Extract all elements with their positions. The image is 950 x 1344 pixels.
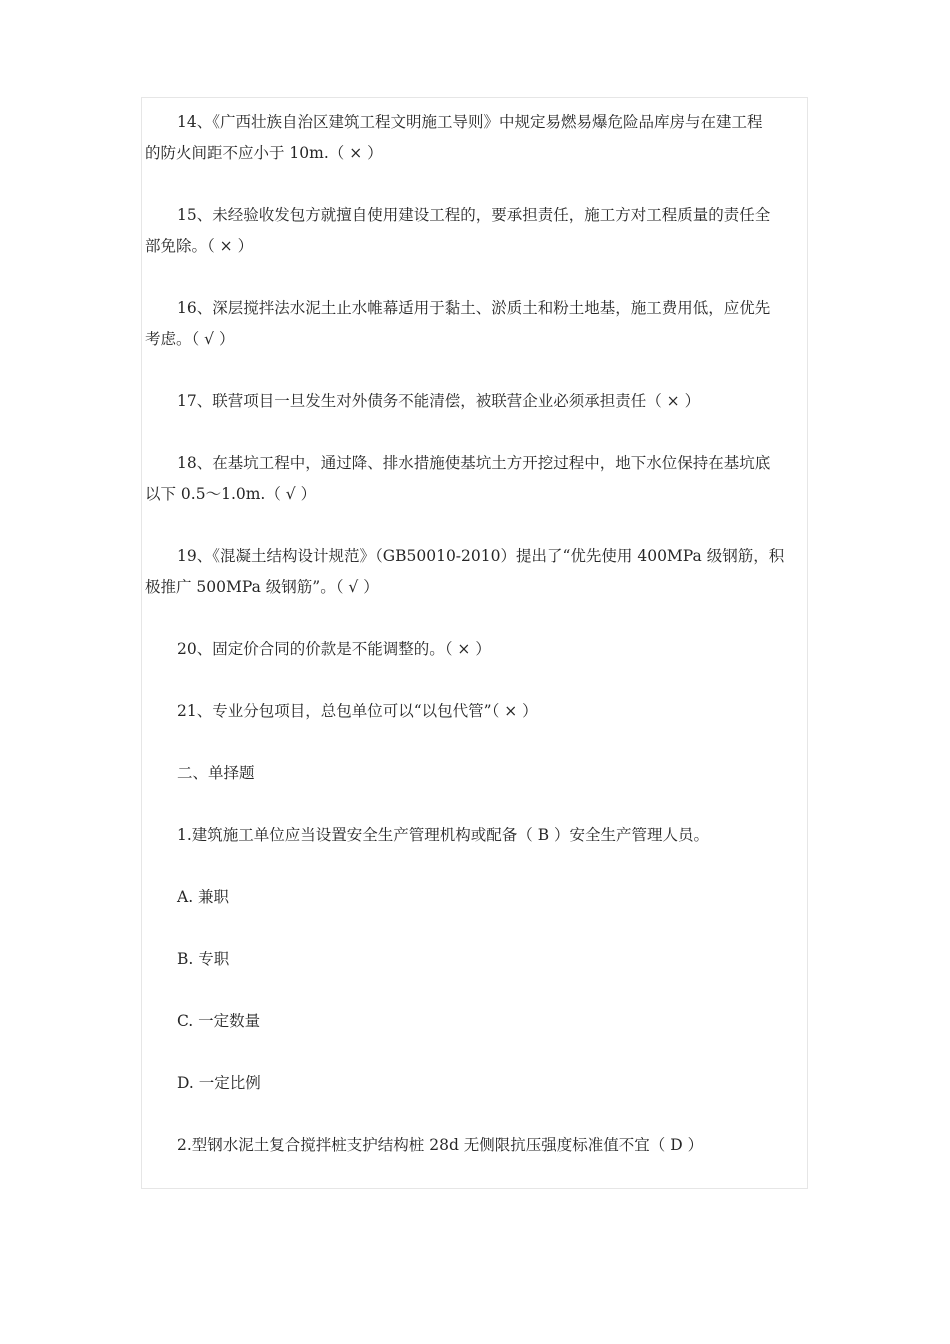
question-15 <box>145 200 813 262</box>
section-heading-block <box>145 758 813 789</box>
mc-question-2 <box>145 1130 813 1161</box>
question-21 <box>145 696 813 727</box>
question-16-line-1: 16、深层搅拌法水泥土止水帷幕适用于黏土、淤质土和粉土地基，施工费用低，应优先 <box>177 299 771 317</box>
mc-question-1-option-d <box>145 1068 813 1099</box>
question-16-line-2: 考虑。（ √ ） <box>145 330 235 348</box>
question-18-line-1: 18、在基坑工程中，通过降、排水措施使基坑土方开挖过程中，地下水位保持在基坑底 <box>177 454 771 472</box>
mc-question-2-stem: 2.型钢水泥土复合搅拌桩支护结构桩 28d 无侧限抗压强度标准值不宜（ D ） <box>177 1136 704 1154</box>
question-20 <box>145 634 813 665</box>
mc-question-1-option-b <box>145 944 813 975</box>
document-content <box>145 107 813 1192</box>
mc-question-1-option-a <box>145 882 813 913</box>
question-15-line-2: 部免除。（ × ） <box>145 237 254 255</box>
option-c: C. 一定数量 <box>177 1012 261 1030</box>
question-19 <box>145 541 813 603</box>
question-19-line-1: 19、《混凝土结构设计规范》（GB50010-2010）提出了“优先使用 400MPa 级钢筋，积 <box>177 547 785 565</box>
question-20-line-1: 20、固定价合同的价款是不能调整的。（ × ） <box>177 640 491 658</box>
question-19-line-2: 极推广 500MPa 级钢筋”。（ √ ） <box>145 578 379 596</box>
question-14-line-2: 的防火间距不应小于 10m.（ × ） <box>145 144 383 162</box>
question-18-line-2: 以下 0.5～1.0m.（ √ ） <box>145 485 317 503</box>
question-21-line-1: 21、专业分包项目，总包单位可以“以包代管”（ × ） <box>177 702 538 720</box>
question-16 <box>145 293 813 355</box>
mc-question-1 <box>145 820 813 851</box>
option-a: A. 兼职 <box>177 888 230 906</box>
mc-question-1-stem: 1.建筑施工单位应当设置安全生产管理机构或配备（ B ）安全生产管理人员。 <box>177 826 710 844</box>
section-heading: 二、单择题 <box>177 764 255 782</box>
question-17-line-1: 17、联营项目一旦发生对外债务不能清偿，被联营企业必须承担责任（ × ） <box>177 392 701 410</box>
question-14 <box>145 107 813 169</box>
question-17 <box>145 386 813 417</box>
question-18 <box>145 448 813 510</box>
option-d: D. 一定比例 <box>177 1074 261 1092</box>
mc-question-1-option-c <box>145 1006 813 1037</box>
question-15-line-1: 15、未经验收发包方就擅自使用建设工程的，要承担责任，施工方对工程质量的责任全 <box>177 206 771 224</box>
option-b: B. 专职 <box>177 950 230 968</box>
question-14-line-1: 14、《广西壮族自治区建筑工程文明施工导则》中规定易燃易爆危险品库房与在建工程 <box>177 113 763 131</box>
